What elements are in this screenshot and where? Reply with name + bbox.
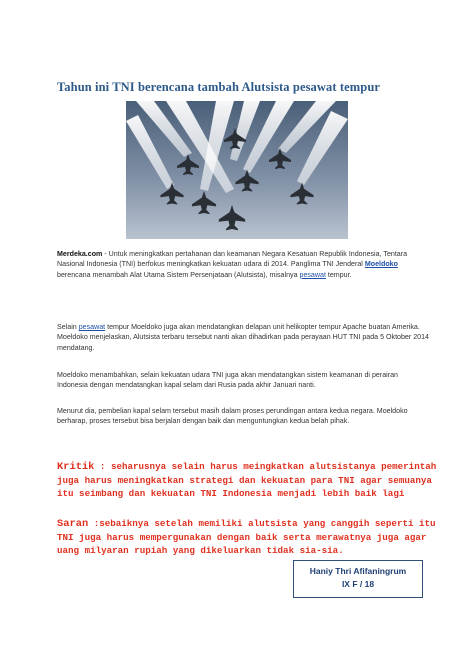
source-name: Merdeka.com: [57, 250, 103, 258]
article-paragraph-1: Merdeka.com - Untuk meningkatkan pertahanan dan keamanan Negara Kesatuan Republik Indonesia, Tentara Nasional Indonesia (TNI) berfokus meningkatkan kekuatan udara di 2014. Panglima TNI Jenderal Moeldoko berencana menambah Alat Utama Sistem Persenjataan (Alutsista), misalnya pesawat tempur.: [57, 250, 408, 279]
author-name: Haniy Thri Afifaningrum: [309, 566, 407, 576]
moeldoko-link[interactable]: Moeldoko: [364, 260, 398, 269]
author-class: IX F / 18: [341, 579, 375, 589]
author-box: [293, 560, 423, 598]
suggestion-label: Saran: [57, 518, 89, 530]
article-paragraph-2: Selain pesawat tempur Moeldoko juga akan mendatangkan delapan unit helikopter tempur Apache buatan Amerika. Moeldoko menjelaskan, Alutsista terbaru tersebut nanti akan dihadirkan pada perayaan HUT TNI pada 5 Oktober 2014 mendatang.: [57, 323, 429, 352]
article-paragraph-4: Menurut dia, pembelian kapal selam tersebut masih dalam proses perundingan antara kedua negara. Moeldoko berharap, proses tersebut bisa berjalan dengan baik dan menguntungkan kedua belah pihak.: [57, 407, 408, 426]
suggestion-text: :sebaiknya setelah memiliki alutsista yang canggih seperti itu TNI juga harus mempergunakan dengan baik serta merawatnya juga agar uang milyaran rupiah yang dikeluarkan tidak sia-sia.: [57, 518, 436, 557]
critique-label: Kritik: [57, 461, 95, 473]
critique-text: : seharusnya selain harus meingkatkan alutsistanya pemerintah juga harus meningkatkan strategi dan kekuatan para TNI agar semuanya itu seimbang dan kekuatan TNI Indonesia menjadi lebih baik lagi: [57, 461, 437, 500]
pesawat-link-2[interactable]: pesawat: [78, 323, 106, 331]
article-paragraph-3: Moeldoko menambahkan, selain kekuatan udara TNI juga akan mendatangkan sistem keamanan di perairan Indonesia dengan mendatangkan kapal selam dari Rusia pada akhir Januari nanti.: [57, 371, 398, 390]
pesawat-link[interactable]: pesawat: [299, 270, 326, 279]
fighter-jets-photo: [126, 101, 348, 239]
critique-block: [57, 460, 437, 501]
article-title: Tahun ini TNI berencana tambah Alutsista pesawat tempur: [57, 80, 381, 94]
suggestion-block: [57, 517, 437, 558]
